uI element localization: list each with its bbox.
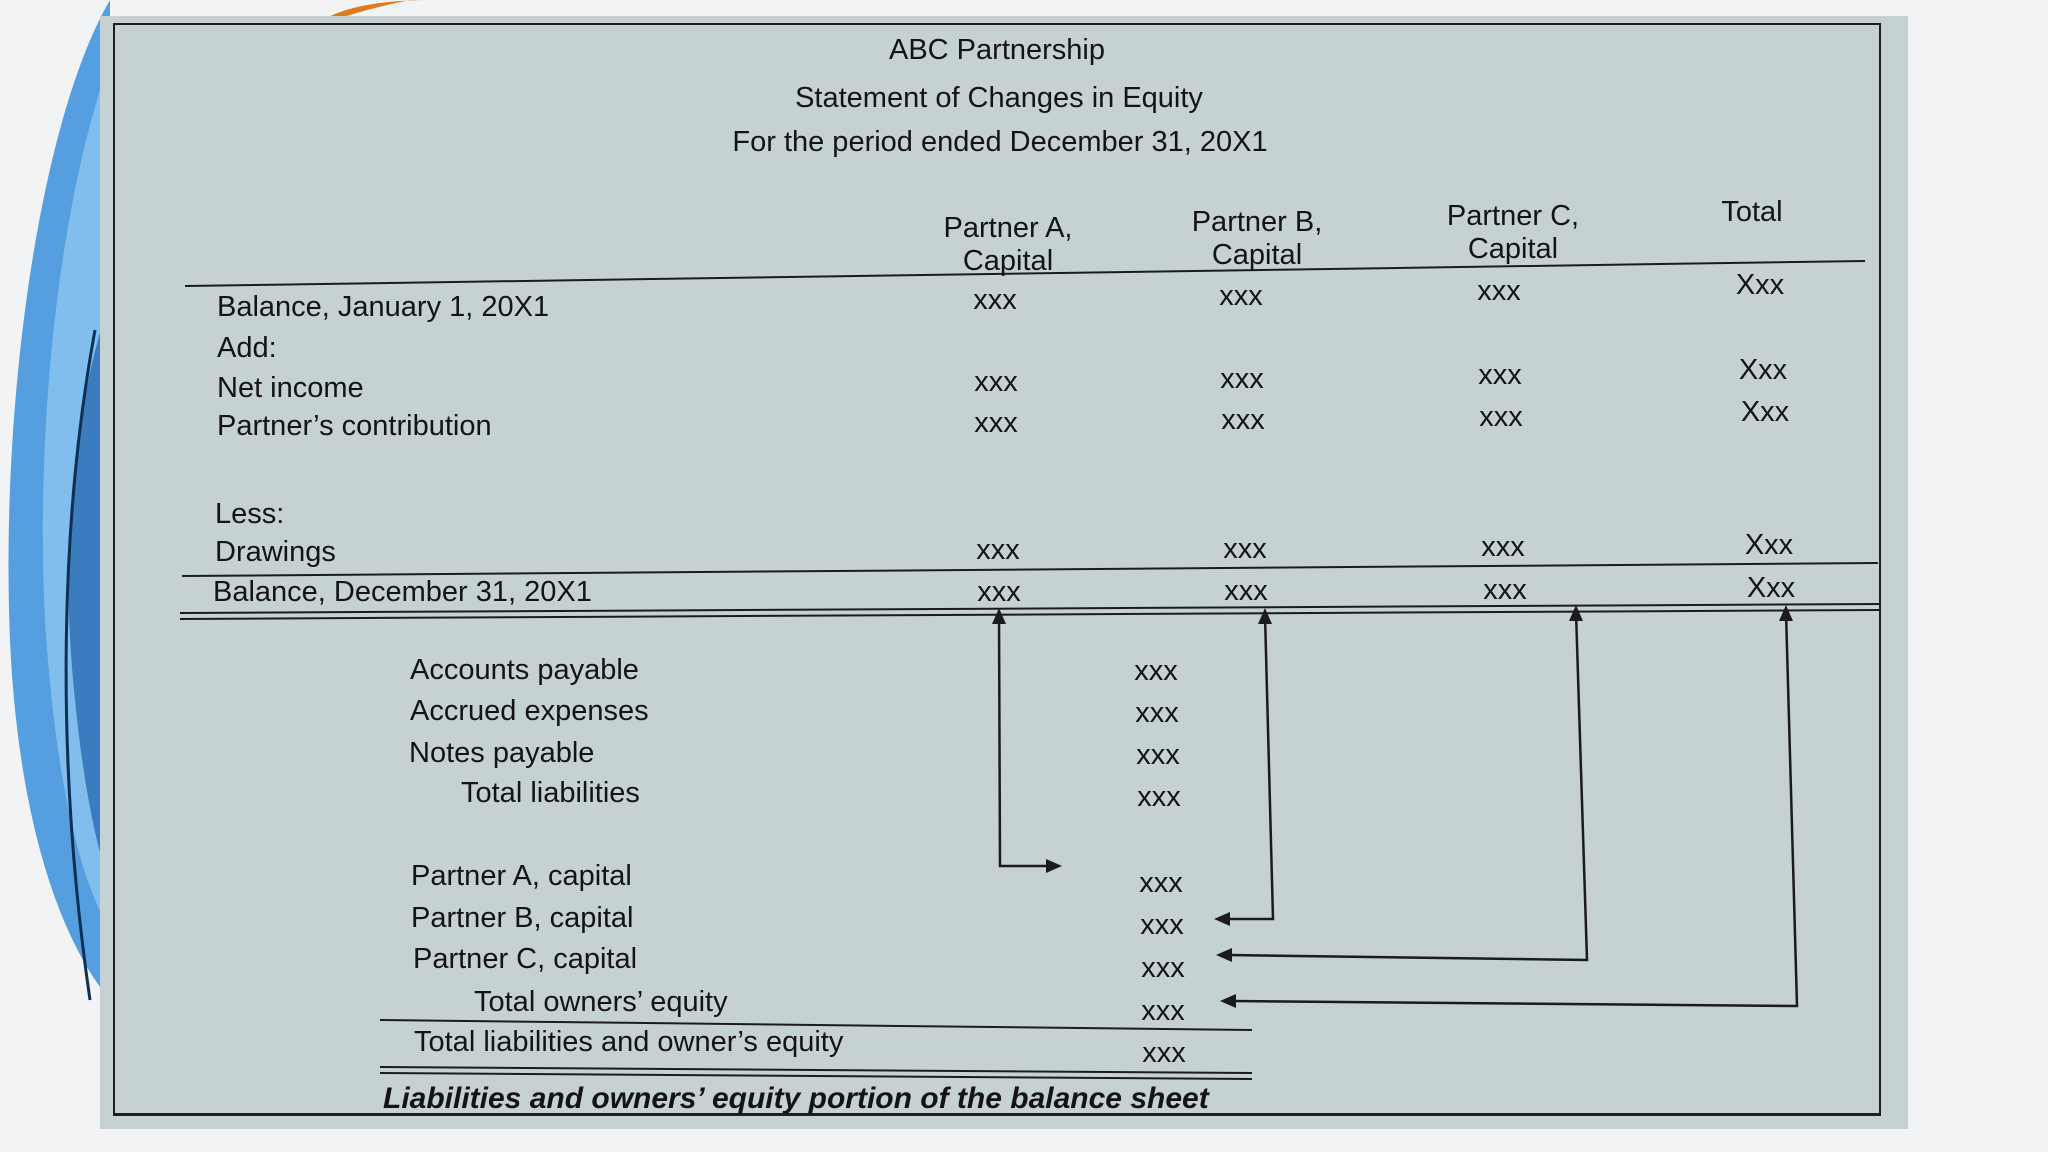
figure-caption: Liabilities and owners’ equity portion of the balance sheet: [383, 1082, 1209, 1115]
row-label-drawings: Drawings: [215, 536, 336, 568]
column-header-total: Total: [1721, 196, 1783, 228]
cell-drawings-b: xxx: [1223, 533, 1267, 565]
cell-balance-dec-total: Xxx: [1746, 572, 1796, 604]
row-label-balance-jan: Balance, January 1, 20X1: [217, 291, 550, 323]
arrow-partner-c-head: [1216, 948, 1232, 962]
cell-balance-jan-a: xxx: [973, 284, 1017, 316]
cell-balance-dec-a: xxx: [977, 576, 1021, 608]
arrow-partner-c: [1228, 612, 1587, 960]
bs-label-partner-a-capital: Partner A, capital: [411, 860, 632, 892]
bs-label-partner-b-capital: Partner B, capital: [411, 902, 634, 934]
statement-title: Statement of Changes in Equity: [795, 82, 1203, 114]
bs-value-total-liabilities-equity: xxx: [1142, 1037, 1186, 1069]
statement-period: For the period ended December 31, 20X1: [732, 126, 1268, 158]
row-label-less: Less:: [215, 498, 285, 530]
drawings-rule: [182, 563, 1878, 576]
row-label-net-income: Net income: [217, 372, 364, 404]
cell-contribution-b: xxx: [1221, 404, 1265, 436]
row-label-balance-dec: Balance, December 31, 20X1: [213, 576, 592, 608]
arrow-total-head: [1220, 994, 1236, 1008]
arrow-total-tail-head: [1779, 605, 1793, 621]
arrow-partner-c-tail-head: [1569, 605, 1583, 621]
arrow-partner-a-head: [1046, 859, 1062, 873]
cell-contribution-total: Xxx: [1740, 396, 1790, 428]
bs-value-total-owners-equity: xxx: [1141, 995, 1185, 1027]
cell-drawings-total: Xxx: [1744, 529, 1794, 561]
bs-value-accrued-expenses: xxx: [1135, 697, 1179, 729]
bs-label-total-owners-equity: Total owners’ equity: [474, 986, 728, 1018]
bs-value-partner-b-capital: xxx: [1140, 909, 1184, 941]
arrow-partner-a-tail-head: [992, 608, 1006, 624]
bs-label-notes-payable: Notes payable: [409, 737, 595, 769]
column-header-partner-b: Partner B, Capital: [1191, 206, 1323, 271]
arrow-partner-b-head: [1214, 912, 1230, 926]
bs-value-total-liabilities: xxx: [1137, 781, 1181, 813]
column-header-partner-a: Partner A, Capital: [943, 212, 1073, 277]
cell-net-income-b: xxx: [1220, 363, 1264, 395]
bs-value-notes-payable: xxx: [1136, 739, 1180, 771]
cell-contribution-c: xxx: [1479, 401, 1523, 433]
arrow-partner-a: [999, 615, 1052, 866]
row-label-partner-contribution: Partner’s contribution: [217, 410, 492, 442]
arrow-partner-b: [1225, 615, 1273, 919]
bs-label-accounts-payable: Accounts payable: [410, 654, 639, 686]
column-header-partner-c: Partner C, Capital: [1446, 200, 1580, 265]
cell-drawings-c: xxx: [1481, 531, 1525, 563]
cell-contribution-a: xxx: [974, 407, 1018, 439]
bs-label-total-liabilities-equity: Total liabilities and owner’s equity: [414, 1026, 844, 1058]
row-label-add: Add:: [217, 332, 277, 364]
cell-net-income-c: xxx: [1478, 359, 1522, 391]
arrow-partner-b-tail-head: [1258, 608, 1272, 624]
bs-value-accounts-payable: xxx: [1134, 655, 1178, 687]
company-name: ABC Partnership: [889, 34, 1105, 66]
bs-label-total-liabilities: Total liabilities: [461, 777, 640, 809]
cell-balance-dec-b: xxx: [1224, 575, 1268, 607]
bs-value-partner-c-capital: xxx: [1141, 952, 1185, 984]
bs-label-accrued-expenses: Accrued expenses: [410, 695, 649, 727]
cell-net-income-total: Xxx: [1738, 354, 1788, 386]
cell-balance-dec-c: xxx: [1483, 574, 1527, 606]
cell-balance-jan-b: xxx: [1219, 280, 1263, 312]
cell-balance-jan-total: Xxx: [1735, 269, 1785, 301]
total-double-rule-1: [380, 1067, 1252, 1073]
total-double-rule-2: [380, 1073, 1252, 1079]
bs-value-partner-a-capital: xxx: [1139, 867, 1183, 899]
cell-drawings-a: xxx: [976, 534, 1020, 566]
cell-balance-jan-c: xxx: [1477, 275, 1521, 307]
arrow-total: [1232, 612, 1797, 1006]
cell-net-income-a: xxx: [974, 366, 1018, 398]
bs-label-partner-c-capital: Partner C, capital: [413, 943, 638, 975]
